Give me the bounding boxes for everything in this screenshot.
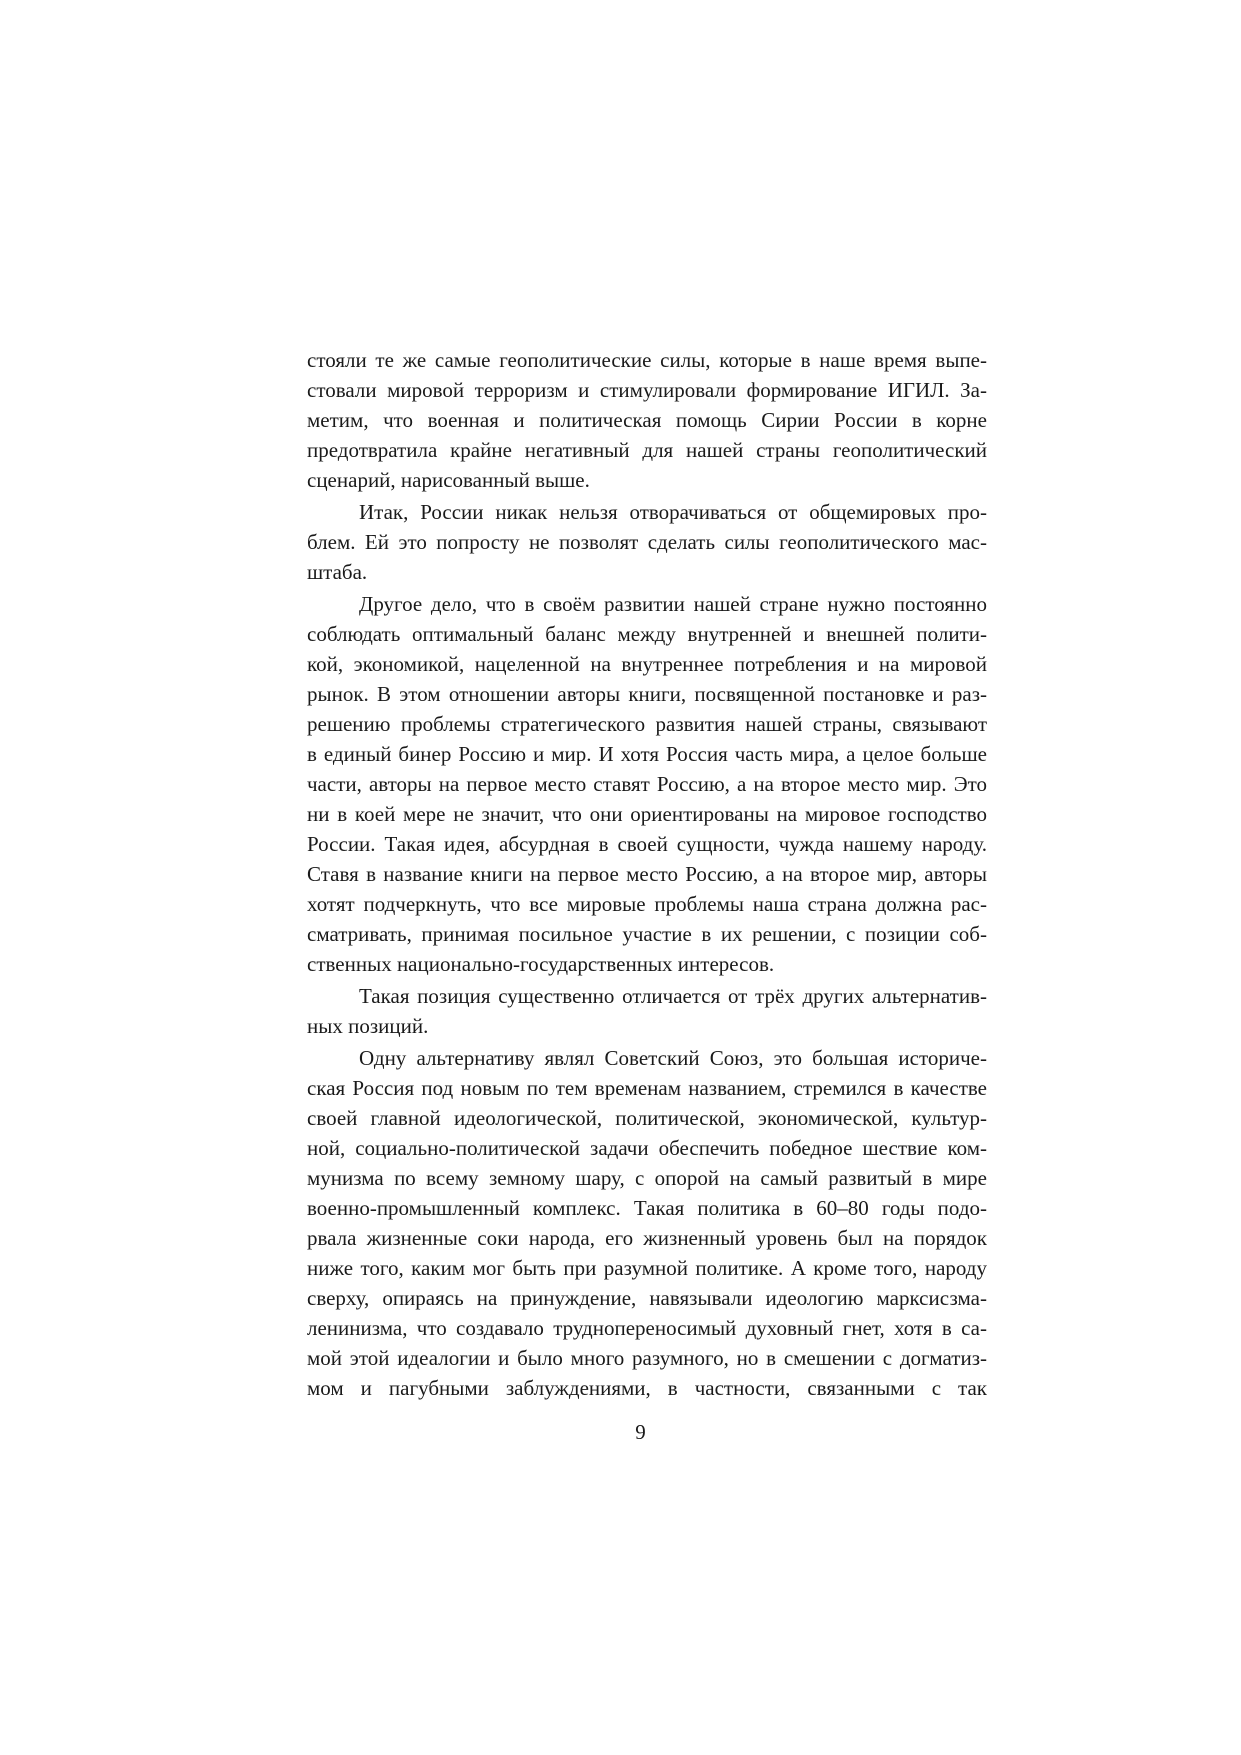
text-line: кой, экономикой, нацеленной на внутреннее потребления и на мировой bbox=[307, 652, 987, 676]
text-line: Итак, России никак нельзя отворачиваться от общемировых про- bbox=[359, 500, 987, 524]
text-line: ни в коей мере не значит, что они ориентированы на мировое господство bbox=[307, 802, 987, 826]
text-line: рынок. В этом отношении авторы книги, посвященной постановке и раз- bbox=[307, 682, 987, 706]
body-text bbox=[307, 345, 987, 1403]
text-line: стовали мировой терроризм и стимулировали формирование ИГИЛ. За- bbox=[307, 378, 987, 402]
paragraph-1 bbox=[307, 345, 987, 495]
text-line: Такая позиция существенно отличается от трёх других альтернатив- bbox=[359, 984, 987, 1008]
text-line: мунизма по всему земному шару, с опорой на самый развитый в мире bbox=[307, 1166, 987, 1190]
text-line: сматривать, принимая посильное участие в их решении, с позиции соб- bbox=[307, 922, 987, 946]
text-line: части, авторы на первое место ставят Россию, а на второе место мир. Это bbox=[307, 772, 987, 796]
paragraph-3 bbox=[307, 589, 987, 979]
text-line: сверху, опираясь на принуждение, навязывали идеологию марксисзма- bbox=[307, 1286, 987, 1310]
text-line: ных позиций. bbox=[307, 1014, 429, 1038]
text-line: блем. Ей это попросту не позволят сделать силы геополитического мас- bbox=[307, 530, 987, 554]
text-line: мой этой идеалогии и было много разумного, но в смешении с догматиз- bbox=[307, 1346, 987, 1370]
text-line: Одну альтернативу являл Советский Союз, это большая историче- bbox=[359, 1046, 987, 1070]
text-line: ленинизма, что создавало труднопереносимый духовный гнет, хотя в са- bbox=[307, 1316, 987, 1340]
text-line: метим, что военная и политическая помощь Сирии России в корне bbox=[307, 408, 987, 432]
page-number: 9 bbox=[635, 1420, 646, 1444]
paragraph-4 bbox=[307, 981, 987, 1041]
text-line: соблюдать оптимальный баланс между внутренней и внешней полити- bbox=[307, 622, 987, 646]
text-line: штаба. bbox=[307, 560, 368, 584]
text-line: предотвратила крайне негативный для нашей страны геополитический bbox=[307, 438, 987, 462]
text-line: России. Такая идея, абсурдная в своей сущности, чужда нашему народу. bbox=[307, 832, 987, 856]
text-line: стояли те же самые геополитические силы, которые в наше время выпе- bbox=[307, 348, 987, 372]
text-line: Другое дело, что в своём развитии нашей стране нужно постоянно bbox=[359, 592, 987, 616]
text-line: мом и пагубными заблуждениями, в частности, связанными с так bbox=[307, 1376, 987, 1400]
text-line: своей главной идеологической, политической, экономической, культур- bbox=[307, 1106, 987, 1130]
text-line: ной, социально-политической задачи обеспечить победное шествие ком- bbox=[307, 1136, 987, 1160]
text-line: рвала жизненные соки народа, его жизненный уровень был на порядок bbox=[307, 1226, 987, 1250]
paragraph-5 bbox=[307, 1043, 987, 1403]
text-line: ская Россия под новым по тем временам названием, стремился в качестве bbox=[307, 1076, 987, 1100]
text-line: в единый бинер Россию и мир. И хотя Россия часть мира, а целое больше bbox=[307, 742, 987, 766]
text-line: ственных национально-государственных интересов. bbox=[307, 952, 775, 976]
paragraph-2 bbox=[307, 497, 987, 587]
text-line: военно-промышленный комплекс. Такая политика в 60–80 годы подо- bbox=[307, 1196, 987, 1220]
text-line: хотят подчеркнуть, что все мировые проблемы наша страна должна рас- bbox=[307, 892, 987, 916]
text-line: решению проблемы стратегического развития нашей страны, связывают bbox=[307, 712, 987, 736]
text-line: сценарий, нарисованный выше. bbox=[307, 468, 590, 492]
text-line: ниже того, каким мог быть при разумной политике. А кроме того, народу bbox=[307, 1256, 987, 1280]
text-line: Ставя в название книги на первое место Россию, а на второе мир, авторы bbox=[307, 862, 987, 886]
